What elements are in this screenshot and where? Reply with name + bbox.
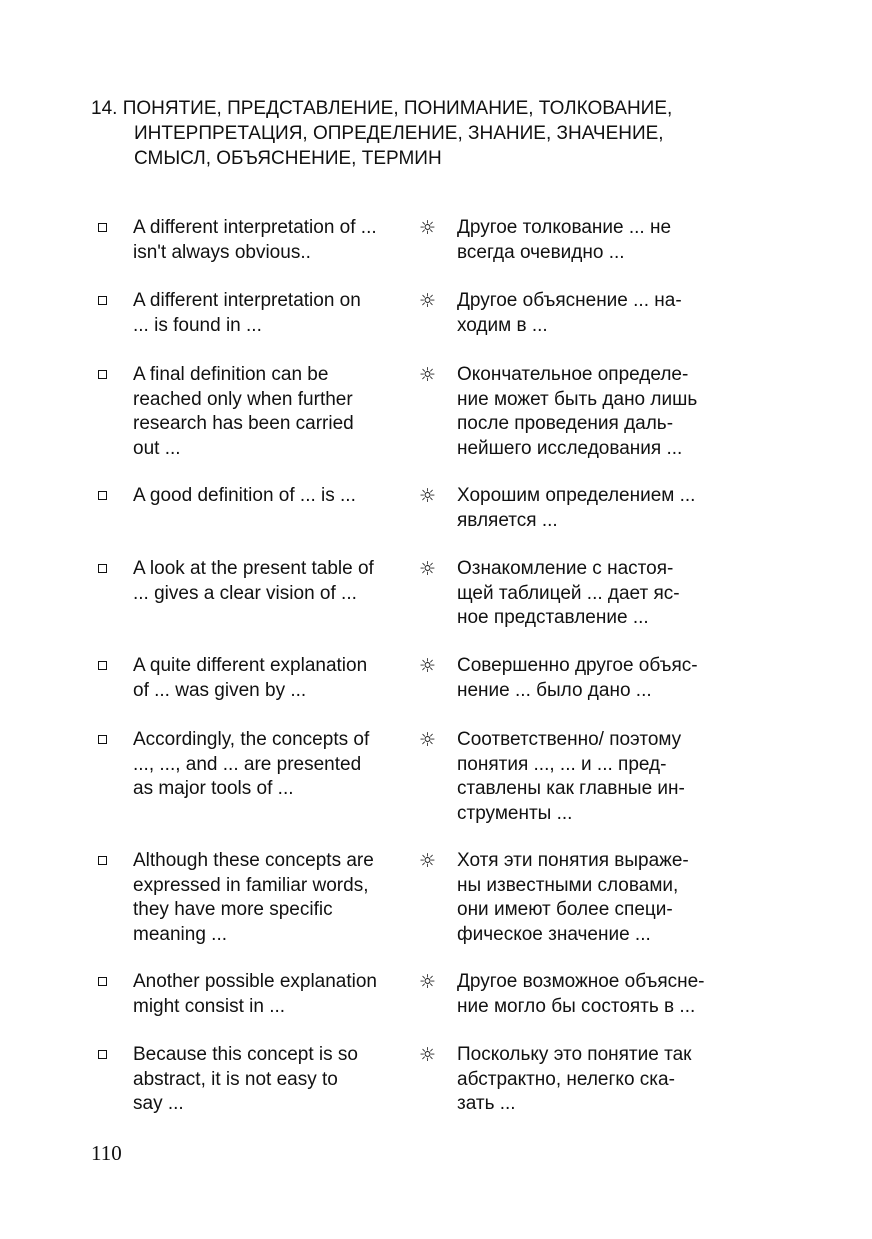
russian-line: является ... <box>457 509 558 531</box>
checkbox-bullet-icon <box>98 564 107 573</box>
russian-line: Другое объяснение ... на- <box>457 290 682 311</box>
russian-translation <box>457 849 737 947</box>
russian-line: Окончательное определе- <box>457 364 689 385</box>
russian-translation <box>457 484 737 533</box>
english-line: Because this concept is so <box>133 1044 358 1065</box>
russian-line: фическое значение ... <box>457 923 651 945</box>
checkbox-bullet-icon <box>98 491 107 500</box>
english-line: A different interpretation on <box>133 290 361 311</box>
russian-line: Другое толкование ... не <box>457 217 672 238</box>
russian-line: Другое возможное объясне- <box>457 971 705 992</box>
checkbox-bullet-icon <box>98 856 107 865</box>
english-phrase <box>133 654 413 703</box>
russian-line: Ознакомление с настоя- <box>457 558 674 579</box>
russian-translation <box>457 289 737 338</box>
english-line: isn't always obvious.. <box>133 241 311 263</box>
english-phrase <box>133 557 413 606</box>
russian-line: струменты ... <box>457 802 573 824</box>
english-line: ... is found in ... <box>133 314 262 336</box>
english-line: Although these concepts are <box>133 850 374 871</box>
sun-icon: ☼ <box>419 729 437 751</box>
english-line: of ... was given by ... <box>133 679 307 701</box>
english-line: as major tools of ... <box>133 778 294 799</box>
english-line: A quite different explanation <box>133 655 368 676</box>
sun-icon: ☼ <box>419 217 437 239</box>
section-heading <box>91 96 731 171</box>
russian-line: они имеют более специ- <box>457 899 673 920</box>
sun-icon: ☼ <box>419 364 437 386</box>
heading-line-1 <box>91 96 731 121</box>
english-phrase <box>133 484 413 509</box>
russian-translation <box>457 970 737 1019</box>
checkbox-bullet-icon <box>98 661 107 670</box>
checkbox-bullet-icon <box>98 977 107 986</box>
sun-icon: ☼ <box>419 971 437 993</box>
heading-line-2: ИНТЕРПРЕТАЦИЯ, ОПРЕДЕЛЕНИЕ, ЗНАНИЕ, ЗНАЧЕНИЕ, <box>134 123 664 144</box>
checkbox-bullet-icon <box>98 1050 107 1059</box>
sun-icon: ☼ <box>419 558 437 580</box>
russian-translation <box>457 654 737 703</box>
sun-icon: ☼ <box>419 485 437 507</box>
english-line: reached only when further <box>133 388 353 410</box>
sun-icon: ☼ <box>419 290 437 312</box>
russian-line: Хорошим определением ... <box>457 485 696 506</box>
english-line: ... gives a clear vision of ... <box>133 582 357 604</box>
russian-line: всегда очевидно ... <box>457 241 625 263</box>
english-line: Another possible explanation <box>133 971 378 992</box>
russian-line: зать ... <box>457 1093 516 1114</box>
checkbox-bullet-icon <box>98 296 107 305</box>
russian-line: нейшего исследования ... <box>457 437 683 459</box>
english-line: they have more specific <box>133 899 333 920</box>
russian-line: ное представление ... <box>457 607 649 628</box>
english-line: A final definition can be <box>133 364 329 385</box>
english-line: ..., ..., and ... are presented <box>133 753 362 775</box>
russian-line: Соответственно/ поэтому <box>457 729 682 750</box>
russian-translation <box>457 363 737 461</box>
russian-line: ставлены как главные ин- <box>457 778 685 799</box>
russian-line: Поскольку это понятие так <box>457 1044 692 1065</box>
english-phrase <box>133 363 413 461</box>
english-line: abstract, it is not easy to <box>133 1068 338 1090</box>
page-number: 110 <box>91 1141 122 1165</box>
russian-line: ны известными словами, <box>457 874 679 896</box>
checkbox-bullet-icon <box>98 735 107 744</box>
russian-line: щей таблицей ... дает яс- <box>457 582 680 604</box>
heading-line-3: СМЫСЛ, ОБЪЯСНЕНИЕ, ТЕРМИН <box>134 148 442 169</box>
english-line: out ... <box>133 437 181 459</box>
english-phrase <box>133 1043 413 1117</box>
english-line: A look at the present table of <box>133 558 374 579</box>
english-line: might consist in ... <box>133 995 286 1017</box>
checkbox-bullet-icon <box>98 223 107 232</box>
english-phrase <box>133 289 413 338</box>
russian-line: ние могло бы состоять в ... <box>457 995 696 1017</box>
russian-line: нение ... было дано ... <box>457 679 652 701</box>
checkbox-bullet-icon <box>98 370 107 379</box>
russian-line: Совершенно другое объяс- <box>457 655 698 676</box>
russian-line: после проведения даль- <box>457 413 674 434</box>
russian-line: абстрактно, нелегко ска- <box>457 1068 675 1090</box>
english-line: A good definition of ... is ... <box>133 485 356 506</box>
sun-icon: ☼ <box>419 1044 437 1066</box>
russian-line: ходим в ... <box>457 314 548 336</box>
russian-line: ние может быть дано лишь <box>457 388 698 410</box>
russian-translation <box>457 728 737 826</box>
english-line: meaning ... <box>133 923 227 945</box>
english-phrase <box>133 216 413 265</box>
russian-line: Хотя эти понятия выраже- <box>457 850 689 871</box>
russian-translation <box>457 557 737 631</box>
russian-line: понятия ..., ... и ... пред- <box>457 753 667 775</box>
english-phrase <box>133 849 413 947</box>
english-line: A different interpretation of ... <box>133 217 377 238</box>
english-line: Accordingly, the concepts of <box>133 729 370 750</box>
russian-translation <box>457 1043 737 1117</box>
sun-icon: ☼ <box>419 850 437 872</box>
english-line: say ... <box>133 1093 184 1114</box>
heading-text-1: ПОНЯТИЕ, ПРЕДСТАВЛЕНИЕ, ПОНИМАНИЕ, ТОЛКОВАНИЕ, <box>122 98 673 119</box>
heading-number: 14. <box>91 98 118 119</box>
english-phrase <box>133 728 413 802</box>
russian-translation <box>457 216 737 265</box>
english-line: expressed in familiar words, <box>133 874 369 896</box>
english-line: research has been carried <box>133 413 354 434</box>
english-phrase <box>133 970 413 1019</box>
sun-icon: ☼ <box>419 655 437 677</box>
